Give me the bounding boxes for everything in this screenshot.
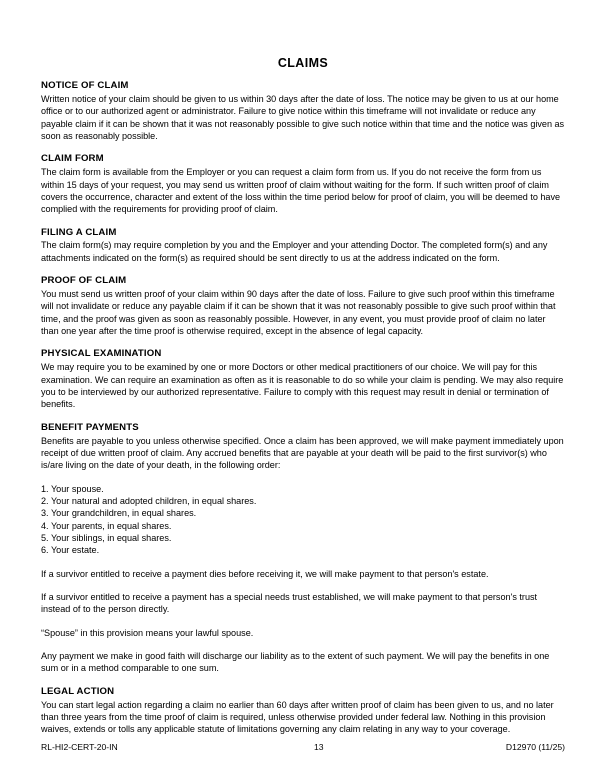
section-heading-proof-of-claim: PROOF OF CLAIM bbox=[41, 275, 127, 287]
section-proof-of-claim bbox=[41, 275, 565, 337]
section-legal-action bbox=[41, 686, 565, 736]
document-content bbox=[41, 56, 565, 747]
section-benefit-payments bbox=[41, 422, 565, 675]
list-item: 2. Your natural and adopted children, in equal shares. bbox=[41, 496, 257, 506]
benefit-payments-paragraph-spouse-definition: “Spouse” in this provision means your lawful spouse. bbox=[41, 627, 254, 638]
page-footer bbox=[41, 742, 565, 753]
section-heading-claim-form: CLAIM FORM bbox=[41, 153, 104, 165]
footer-document-code: D12970 (11/25) bbox=[505, 742, 565, 752]
section-heading-physical-examination: PHYSICAL EXAMINATION bbox=[41, 348, 162, 360]
section-heading-legal-action: LEGAL ACTION bbox=[41, 685, 115, 697]
benefit-payments-paragraph-special-needs-trust: If a survivor entitled to receive a payment has a special needs trust established, we will make payment to that person's trust instead of to the person directly. bbox=[41, 592, 538, 615]
benefit-payments-paragraph-deceased-survivor: If a survivor entitled to receive a payment dies before receiving it, we will make payment to that person's estate. bbox=[41, 568, 489, 579]
section-body-physical-examination: We may require you to be examined by one or more Doctors or other medical practitioners of our choice. We will pay for this examination. We can require an examination as often as it is reasonable to do so while your claim is pending. We may also require you to be interviewed by our authorized representative. Failure to comply with this request may result in denial or termination of benefits. bbox=[41, 362, 564, 410]
list-item: 4. Your parents, in equal shares. bbox=[41, 520, 172, 531]
page-title: CLAIMS bbox=[277, 56, 329, 70]
section-body-benefit-payments-intro: Benefits are payable to you unless otherwise specified. Once a claim has been approved, we will make payment immediately upon receipt of due written proof of claim. Any accrued benefits that are payable at your death will be paid to the first survivor(s) who is/are living on the date of your death, in the following order: bbox=[41, 435, 564, 471]
section-heading-notice-of-claim: NOTICE OF CLAIM bbox=[41, 80, 129, 91]
section-notice-of-claim bbox=[41, 80, 565, 142]
section-body-legal-action: You can start legal action regarding a claim no earlier than 60 days after written proof of claim has been given to us, and no later than three years from the time proof of claim is required, unless otherwise provided under federal law. Nothing in this provision waives, extends or tolls any applicable statute of limitations governing any claim relating in any way to your coverage. bbox=[41, 699, 554, 735]
list-item: 3. Your grandchildren, in equal shares. bbox=[41, 508, 197, 519]
list-item: 6. Your estate. bbox=[41, 545, 100, 556]
section-filing-a-claim bbox=[41, 227, 565, 265]
section-body-notice-of-claim: Written notice of your claim should be given to us within 30 days after the date of loss. The notice may be given to us at our home office or to our authorized agent or administrator. Failure to give notice within this timeframe will not invalidate or reduce any payable claim if it can be shown that it was not reasonably possible to give such notice within that time and the notice was given as soon as reasonably possible. bbox=[41, 93, 565, 141]
benefit-payments-paragraph-good-faith: Any payment we make in good faith will discharge our liability as to the extent of such payment. We will pay the benefits in one sum or in a method comparable to one sum. bbox=[41, 651, 550, 674]
survivor-order-list bbox=[41, 483, 565, 557]
list-item: 1. Your spouse. bbox=[41, 483, 104, 494]
list-item: 5. Your siblings, in equal shares. bbox=[41, 533, 172, 544]
section-heading-benefit-payments: BENEFIT PAYMENTS bbox=[41, 421, 139, 433]
section-body-claim-form: The claim form is available from the Employer or you can request a claim form from us. If you do not receive the form from us within 15 days of your request, you may send us written proof of claim without waiting for the form. If such written proof of claim covers the occurrence, character and extent of the loss within the time period below for proof of claim, you will be deemed to have complied with the requirements for providing proof of claim. bbox=[41, 167, 561, 215]
footer-page-number: 13 bbox=[314, 742, 324, 752]
section-heading-filing-a-claim: FILING A CLAIM bbox=[41, 226, 117, 238]
section-body-filing-a-claim: The claim form(s) may require completion by you and the Employer and your attending Doctor. The completed form(s) and any attachments indicated on the form(s) as required should be sent directly to us at the address indicated on the form. bbox=[41, 240, 548, 263]
section-claim-form bbox=[41, 153, 565, 215]
section-body-proof-of-claim: You must send us written proof of your claim within 90 days after the date of loss. Failure to give such proof within this timeframe will not invalidate or reduce any payable claim if it can be shown that it was not reasonably possible to give such proof within that time, and the proof was given as soon as reasonably possible. However, in any event, you must provide proof of claim no later than one year after the time proof is otherwise required, except in the absence of legal capacity. bbox=[41, 289, 556, 337]
section-physical-examination bbox=[41, 348, 565, 410]
footer-form-number: RL-HI2-CERT-20-IN bbox=[41, 742, 118, 752]
